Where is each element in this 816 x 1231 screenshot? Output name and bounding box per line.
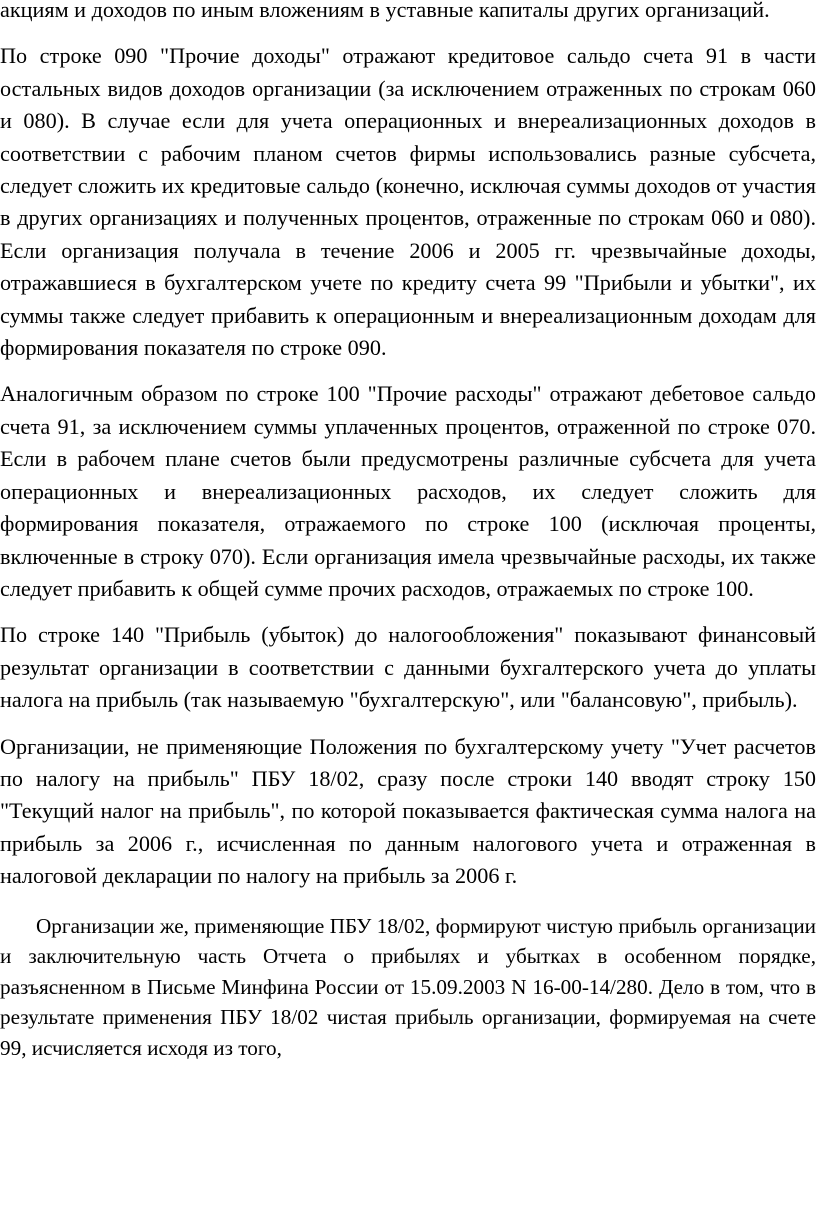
paragraph-pbu-18-02: Организации же, применяющие ПБУ 18/02, формируют чистую прибыль организации и заключительную часть Отчета о прибылях и убытках в особенном порядке, разъясненном в Письме Минфина России от 15.09.2003 N 16-00-14/280. Дело в том, что в результате применения ПБУ 18/02 чистая прибыль организации, формируемая на счете 99, исчисляется исходя из того, (0, 913, 816, 1060)
paragraph-line-150-current-tax: Организации, не применяющие Положения по бухгалтерскому учету "Учет расчетов по налогу на прибыль" ПБУ 18/02, сразу после строки 140 вводят строку 150 "Текущий налог на прибыль", по которой показывается фактическая сумма налога на прибыль за 2006 г., исчисленная по данным налогового учета и отраженная в налоговой декларации по налогу на прибыль за 2006 г. (0, 733, 816, 889)
paragraph-line-140-profit-before-tax: По строке 140 "Прибыль (убыток) до налогообложения" показывают финансовый результат организации в соответствии с данными бухгалтерского учета до уплаты налога на прибыль (так называемую "бухгалтерскую", или "балансовую", прибыль). (0, 622, 816, 713)
paragraph-intro-continuation: акциям и доходов по иным вложениям в уставные капиталы других организаций. (0, 0, 770, 22)
paragraph-line-100-other-expenses: Аналогичным образом по строке 100 "Прочие расходы" отражают дебетовое сальдо счета 91, за исключением суммы уплаченных процентов, отраженной по строке 070. Если в рабочем плане счетов были предусмотрены различные субсчета для учета операционных и внереализационных расходов, их следует сложить для формирования показателя, отражаемого по строке 100 (исключая проценты, включенные в строку 070). Если организация имела чрезвычайные расходы, их также следует прибавить к общей сумме прочих расходов, отражаемых по строке 100. (0, 381, 816, 601)
paragraph-line-090-other-income: По строке 090 "Прочие доходы" отражают кредитовое сальдо счета 91 в части остальных видов доходов организации (за исключением отраженных по строкам 060 и 080). В случае если для учета операционных и внереализационных доходов в соответствии с рабочим планом счетов фирмы использовались разные субсчета, следует сложить их кредитовые сальдо (конечно, исключая суммы доходов от участия в других организациях и полученных процентов, отраженные по строкам 060 и 080). Если организация получала в течение 2006 и 2005 гг. чрезвычайные доходы, отражавшиеся в бухгалтерском учете по кредиту счета 99 "Прибыли и убытки", их суммы также следует прибавить к операционным и внереализационным доходам для формирования показателя по строке 090. (0, 43, 816, 361)
